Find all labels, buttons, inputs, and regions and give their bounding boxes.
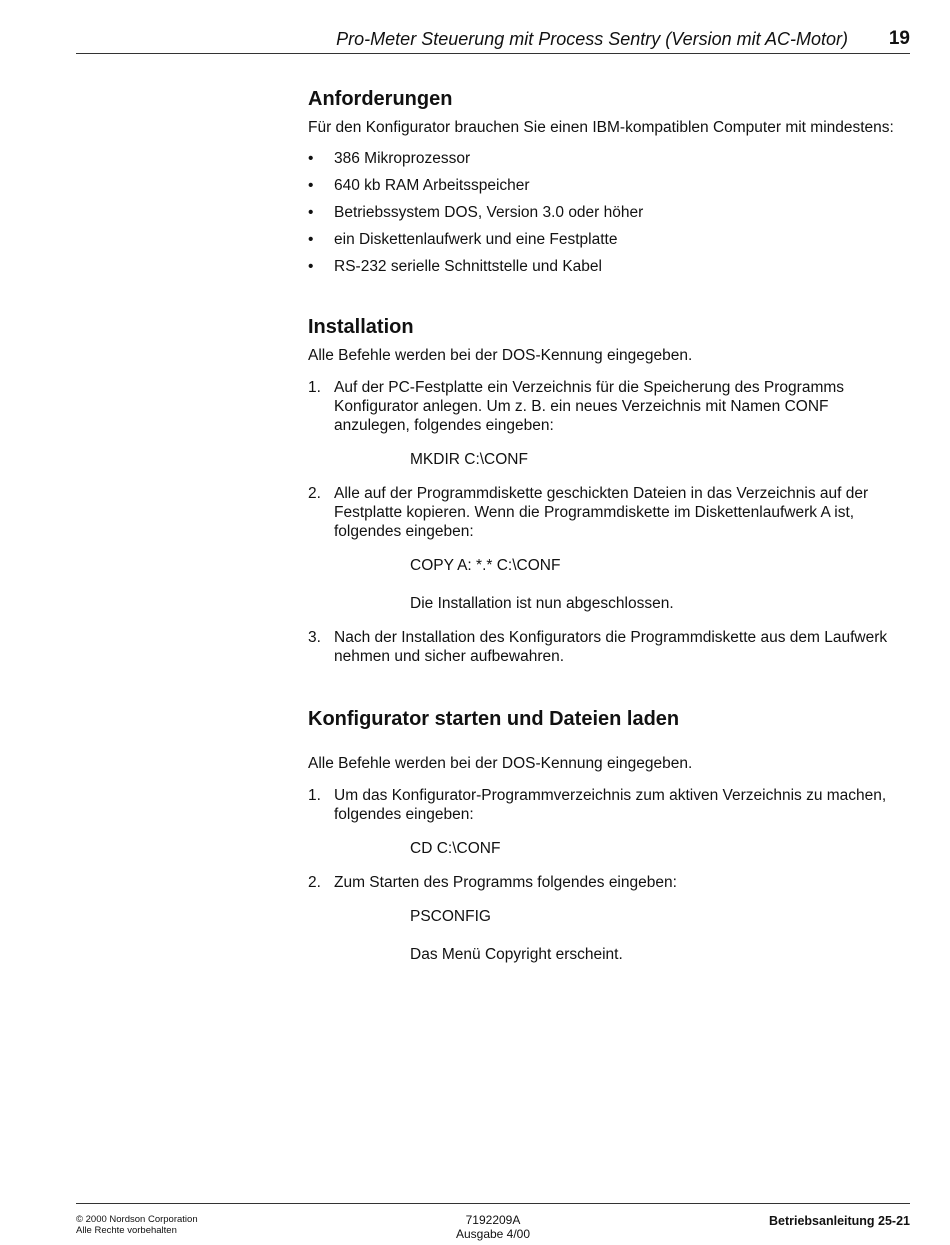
- requirements-heading: Anforderungen: [308, 88, 453, 110]
- step-item: [308, 484, 908, 613]
- list-item: [308, 203, 908, 222]
- footer-copyright-block: [76, 1214, 198, 1236]
- step-text: Alle auf der Programmdiskette geschickten Dateien in das Verzeichnis auf der Festplatte kopieren. Wenn die Programmdiskette im Diskettenlaufwerk A ist, folgendes eingeben:: [334, 485, 869, 540]
- installation-heading: Installation: [308, 316, 414, 338]
- step-note: Das Menü Copyright erscheint.: [410, 946, 623, 963]
- start-intro: Alle Befehle werden bei der DOS-Kennung eingegeben.: [308, 755, 693, 772]
- step-note: Die Installation ist nun abgeschlossen.: [410, 595, 674, 612]
- bullet-icon: •: [308, 177, 314, 194]
- bullet-icon: •: [308, 204, 314, 221]
- section-start: [308, 706, 908, 964]
- bullet-icon: •: [308, 231, 314, 248]
- footer-doc-block: [416, 1213, 570, 1241]
- list-item: [308, 149, 908, 168]
- step-text: Nach der Installation des Konfigurators die Programmdiskette aus dem Laufwerk nehmen und sicher aufbewahren.: [334, 629, 888, 665]
- requirements-intro: Für den Konfigurator brauchen Sie einen IBM-kompatiblen Computer mit mindestens:: [308, 119, 894, 136]
- start-heading: Konfigurator starten und Dateien laden: [308, 708, 680, 730]
- footer-doc-number: 7192209A: [465, 1213, 521, 1227]
- step-text: Um das Konfigurator-Programmverzeichnis zum aktiven Verzeichnis zu machen, folgendes eingeben:: [334, 787, 887, 823]
- step-number: 2.: [308, 485, 321, 502]
- step-number: 3.: [308, 629, 321, 646]
- step-command: MKDIR C:\CONF: [410, 451, 528, 468]
- step-number: 1.: [308, 379, 321, 396]
- header-title: Pro-Meter Steuerung mit Process Sentry (Version mit AC-Motor): [336, 29, 848, 49]
- step-number: 2.: [308, 874, 321, 891]
- installation-intro: Alle Befehle werden bei der DOS-Kennung eingegeben.: [308, 347, 693, 364]
- list-item-text: Betriebssystem DOS, Version 3.0 oder höher: [334, 204, 644, 221]
- bullet-icon: •: [308, 150, 314, 167]
- start-steps: [308, 786, 908, 964]
- step-item: [308, 786, 908, 858]
- section-requirements: [308, 86, 908, 276]
- section-installation: [308, 314, 908, 666]
- page-content: [308, 86, 908, 979]
- footer-rights: Alle Rechte vorbehalten: [76, 1225, 177, 1236]
- list-item-text: ein Diskettenlaufwerk und eine Festplatte: [334, 231, 618, 248]
- step-number: 1.: [308, 787, 321, 804]
- list-item-text: 386 Mikroprozessor: [334, 150, 471, 167]
- list-item-text: RS-232 serielle Schnittstelle und Kabel: [334, 258, 602, 275]
- step-command: PSCONFIG: [410, 908, 491, 925]
- list-item: [308, 230, 908, 249]
- footer-manual: Betriebsanleitung 25-21: [768, 1214, 910, 1228]
- footer-copyright: © 2000 Nordson Corporation: [76, 1214, 198, 1225]
- page-footer: [76, 1203, 910, 1241]
- bullet-icon: •: [308, 258, 314, 275]
- list-item: [308, 176, 908, 195]
- page-header: [76, 26, 910, 54]
- requirements-list: [308, 149, 908, 276]
- step-item: [308, 378, 908, 469]
- step-command: CD C:\CONF: [410, 840, 501, 857]
- installation-steps: [308, 378, 908, 666]
- step-text: Auf der PC-Festplatte ein Verzeichnis für die Speicherung des Programms Konfigurator anlegen. Um z. B. ein neues Verzeichnis mit Namen CONF anzulegen, folgendes eingeben:: [334, 379, 845, 434]
- list-item: [308, 257, 908, 276]
- step-command: COPY A: *.* C:\CONF: [410, 557, 561, 574]
- list-item-text: 640 kb RAM Arbeitsspeicher: [334, 177, 530, 194]
- footer-edition: Ausgabe 4/00: [455, 1227, 531, 1241]
- step-item: [308, 628, 908, 666]
- step-text: Zum Starten des Programms folgendes eingeben:: [334, 874, 677, 891]
- step-item: [308, 873, 908, 964]
- page-number: 19: [888, 28, 910, 49]
